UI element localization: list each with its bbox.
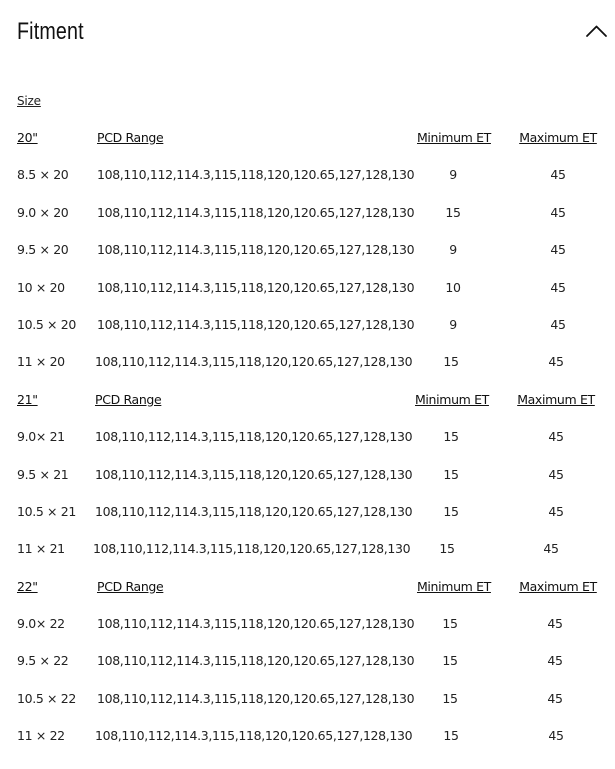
table-row — [0, 419, 615, 456]
row-pcd-range: 108,110,112,114.3,115,118,120,120.65,127,128,130 — [97, 316, 415, 332]
row-minimum-et: 15 — [443, 728, 459, 744]
row-pcd-range: 108,110,112,114.3,115,118,120,120.65,127,128,130 — [95, 354, 413, 370]
table-row — [0, 718, 615, 755]
row-pcd-range: 108,110,112,114.3,115,118,120,120.65,127,128,130 — [95, 429, 413, 445]
row-maximum-et: 45 — [548, 728, 564, 744]
pcd-range-heading: PCD Range — [95, 391, 162, 407]
maximum-et-heading: Maximum ET — [517, 391, 595, 407]
table-row — [0, 681, 615, 718]
maximum-et-heading: Maximum ET — [519, 578, 597, 594]
group-size-heading: 22" — [17, 578, 38, 594]
table-header-row — [0, 382, 615, 419]
pcd-range-heading: PCD Range — [97, 578, 164, 594]
row-minimum-et: 15 — [443, 503, 459, 519]
row-pcd-range: 108,110,112,114.3,115,118,120,120.65,127,128,130 — [95, 503, 413, 519]
row-size: 11 × 22 — [17, 728, 65, 744]
table-header-row — [0, 569, 615, 606]
row-maximum-et: 45 — [550, 279, 566, 295]
row-size: 10.5 × 21 — [17, 503, 77, 519]
row-pcd-range: 108,110,112,114.3,115,118,120,120.65,127,128,130 — [97, 242, 415, 258]
row-size: 9.0× 22 — [17, 616, 65, 632]
row-size: 9.5 × 21 — [17, 466, 69, 482]
table-row — [0, 195, 615, 232]
row-minimum-et: 15 — [442, 616, 458, 632]
row-maximum-et: 45 — [547, 690, 563, 706]
row-size: 10 × 20 — [17, 279, 65, 295]
row-pcd-range: 108,110,112,114.3,115,118,120,120.65,127,128,130 — [97, 279, 415, 295]
row-minimum-et: 15 — [443, 429, 459, 445]
table-row — [0, 270, 615, 307]
row-pcd-range: 108,110,112,114.3,115,118,120,120.65,127,128,130 — [97, 616, 415, 632]
row-pcd-range: 108,110,112,114.3,115,118,120,120.65,127,128,130 — [97, 690, 415, 706]
maximum-et-heading: Maximum ET — [519, 130, 597, 145]
row-pcd-range: 108,110,112,114.3,115,118,120,120.65,127,128,130 — [93, 541, 411, 557]
row-pcd-range: 108,110,112,114.3,115,118,120,120.65,127,128,130 — [97, 204, 415, 220]
table-row — [0, 307, 615, 344]
table-row — [0, 494, 615, 531]
row-size: 11 × 21 — [17, 541, 65, 557]
table-row — [0, 457, 615, 494]
row-maximum-et: 45 — [548, 503, 564, 519]
table-header-row — [0, 120, 615, 157]
table-row — [0, 232, 615, 269]
fitment-panel-header[interactable] — [0, 0, 615, 66]
row-pcd-range: 108,110,112,114.3,115,118,120,120.65,127,128,130 — [95, 466, 413, 482]
row-minimum-et: 15 — [443, 466, 459, 482]
row-minimum-et: 15 — [442, 690, 458, 706]
row-minimum-et: 9 — [449, 242, 457, 258]
row-maximum-et: 45 — [550, 316, 566, 332]
row-maximum-et: 45 — [548, 354, 564, 370]
chevron-up-icon[interactable] — [584, 21, 610, 41]
row-minimum-et: 9 — [449, 167, 457, 183]
row-size: 9.0 × 20 — [17, 204, 69, 220]
row-minimum-et: 15 — [443, 354, 459, 370]
group-size-heading: 21" — [17, 391, 38, 407]
row-minimum-et: 15 — [442, 653, 458, 669]
row-maximum-et: 45 — [548, 466, 564, 482]
minimum-et-heading: Minimum ET — [417, 578, 491, 594]
row-pcd-range: 108,110,112,114.3,115,118,120,120.65,127,128,130 — [97, 167, 415, 183]
table-row — [0, 157, 615, 194]
table-row — [0, 344, 615, 381]
fitment-table — [0, 120, 615, 756]
row-maximum-et: 45 — [548, 429, 564, 445]
table-row — [0, 643, 615, 680]
row-maximum-et: 45 — [550, 167, 566, 183]
row-minimum-et: 15 — [445, 204, 461, 220]
row-size: 10.5 × 20 — [17, 316, 77, 332]
panel-title: Fitment — [17, 18, 84, 45]
pcd-range-heading: PCD Range — [97, 130, 164, 145]
row-size: 11 × 20 — [17, 354, 65, 370]
row-pcd-range: 108,110,112,114.3,115,118,120,120.65,127,128,130 — [95, 728, 413, 744]
row-maximum-et: 45 — [547, 616, 563, 632]
row-maximum-et: 45 — [547, 653, 563, 669]
row-maximum-et: 45 — [550, 242, 566, 258]
row-size: 8.5 × 20 — [17, 167, 69, 183]
row-minimum-et: 9 — [449, 316, 457, 332]
minimum-et-heading: Minimum ET — [415, 391, 489, 407]
row-maximum-et: 45 — [543, 541, 559, 557]
row-pcd-range: 108,110,112,114.3,115,118,120,120.65,127,128,130 — [97, 653, 415, 669]
size-label: Size — [17, 94, 41, 108]
row-size: 9.5 × 22 — [17, 653, 69, 669]
row-size: 10.5 × 22 — [17, 690, 77, 706]
group-size-heading: 20" — [17, 130, 38, 145]
table-row — [0, 531, 615, 568]
row-minimum-et: 15 — [439, 541, 455, 557]
minimum-et-heading: Minimum ET — [417, 130, 491, 145]
row-minimum-et: 10 — [445, 279, 461, 295]
row-size: 9.5 × 20 — [17, 242, 69, 258]
table-row — [0, 606, 615, 643]
row-size: 9.0× 21 — [17, 429, 65, 445]
row-maximum-et: 45 — [550, 204, 566, 220]
